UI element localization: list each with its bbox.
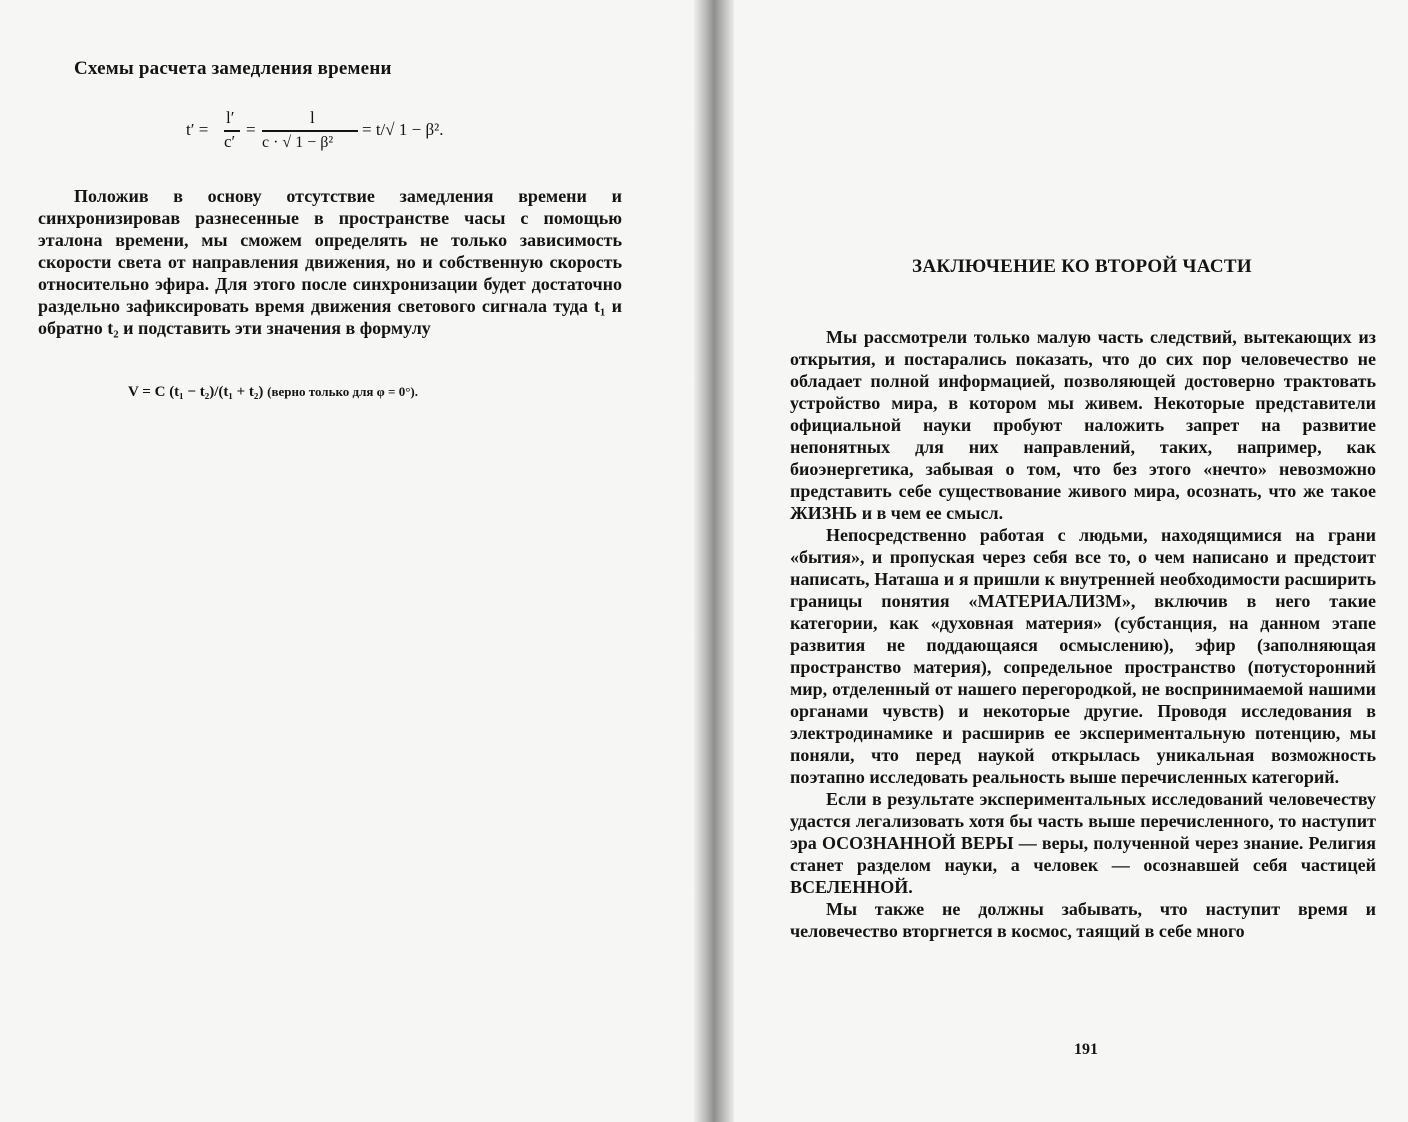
left-page-text xyxy=(38,185,622,339)
formula-frac2-denominator: c · √ 1 − β² xyxy=(262,134,334,151)
left-paragraph: Положив в основу отсутствие замедления времени и синхронизировав разнесенные в пространстве часы с помощью эталона времени, мы сможем определять не только зависимость скорости света от направления движения, но и собственную скорость относительно эфира. Для этого после синхронизации будет достаточно раздельно зафиксировать время движения светового сигнала туда t₁ и обратно t₂ и подставить эти значения в формулу xyxy=(38,186,622,338)
formula-lhs: t′ = xyxy=(186,120,209,139)
velocity-formula-main: V = C (t₁ − t₂)/(t₁ + t₂) xyxy=(128,384,264,400)
formula-frac2-numerator: l xyxy=(310,108,315,127)
formula-frac1-denominator: c′ xyxy=(224,132,236,151)
left-page-heading: Схемы расчета замедления времени xyxy=(74,58,392,79)
book-gutter xyxy=(694,0,734,1122)
page-number: 191 xyxy=(1074,1041,1098,1058)
formula-rhs: = t/√ 1 − β². xyxy=(362,120,444,139)
formula-frac1-numerator: l′ xyxy=(226,108,235,127)
right-paragraph-3: Если в результате экспериментальных исследований человечеству удастся легализовать хотя бы часть выше перечисленного, то наступит эра ОСОЗНАННОЙ ВЕРЫ — веры, полученной через знание. Религия станет разделом науки, а человек — осознавшей себя частицей ВСЕЛЕННОЙ. xyxy=(790,789,1376,897)
right-page-text xyxy=(790,326,1376,942)
formula-equals: = xyxy=(246,120,256,139)
right-paragraph-2: Непосредственно работая с людьми, находящимися на грани «бытия», и пропуская через себя все то, о чем написано и предстоит написать, Наташа и я пришли к внутренней необходимости расширить границы понятия «МАТЕРИАЛИЗМ», включив в него такие категории, как «духовная материя» (субстанция, на данном этапе развития не поддающаяся осмыслению), эфир (заполняющая пространство материя), сопредельное пространство (потусторонний мир, отделенный от нашего перегородкой, не воспринимаемой нашими органами чувств) и некоторые другие. Проводя исследования в электродинамике и расширив ее экспериментальную потенцию, мы поняли, что перед наукой открылась уникальная возможность поэтапно исследовать реальность выше перечисленных категорий. xyxy=(790,525,1376,787)
velocity-formula xyxy=(128,384,418,401)
formula-frac2-line xyxy=(262,130,358,132)
right-paragraph-1: Мы рассмотрели только малую часть следствий, вытекающих из открытия, и постарались показать, что до сих пор человечество не обладает полной информацией, позволяющей достоверно трактовать устройство мира, в котором мы живем. Некоторые представители официальной науки пробуют наложить запрет на развитие непонятных для них направлений, таких, например, как биоэнергетика, забывая о том, что без этого «нечто» невозможно представить себе существование живого мира, осознать, что же такое ЖИЗНЬ и в чем ее смысл. xyxy=(790,327,1376,523)
time-dilation-formula xyxy=(186,108,486,168)
chapter-heading: ЗАКЛЮЧЕНИЕ КО ВТОРОЙ ЧАСТИ xyxy=(912,256,1252,277)
velocity-formula-note: (верно только для φ = 0°). xyxy=(267,384,418,399)
right-paragraph-4: Мы также не должны забывать, что наступит время и человечество вторгнется в космос, таящий в себе много xyxy=(790,899,1376,941)
